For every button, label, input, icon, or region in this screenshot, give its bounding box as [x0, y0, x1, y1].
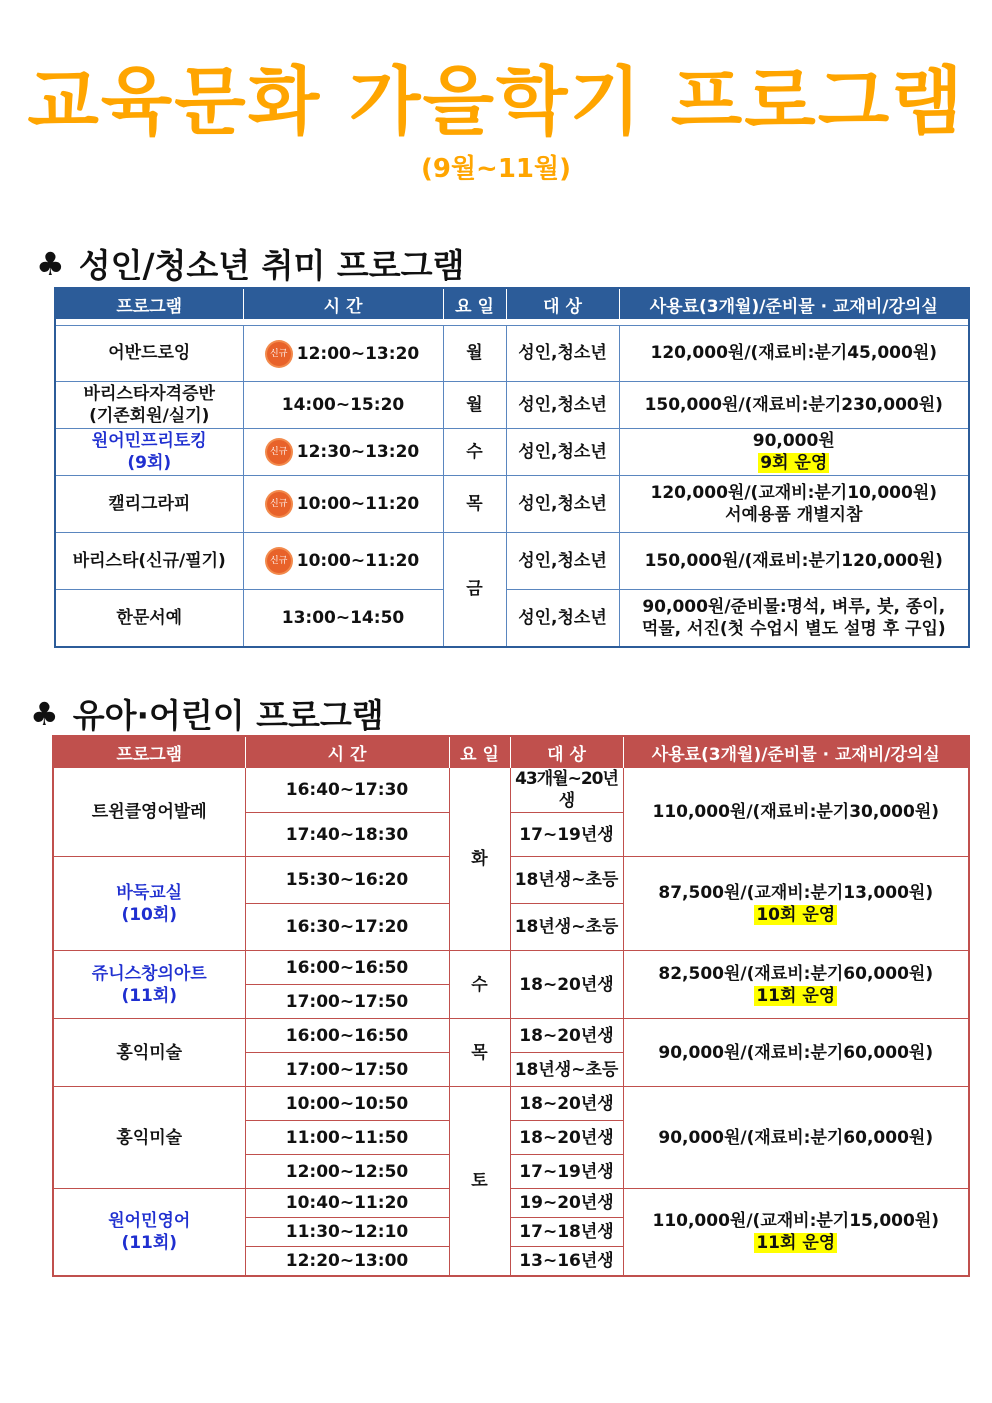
day-cell: 목: [443, 476, 506, 533]
sessions-note: 11회 운영: [756, 985, 836, 1006]
target-cell: 18년생~초등: [510, 904, 623, 951]
table-row: [53, 951, 969, 985]
time-cell: [243, 533, 443, 590]
time-cell: 17:00~17:50: [245, 985, 449, 1019]
fee-cell: 110,000원/(재료비:분기30,000원): [623, 768, 969, 857]
target-cell: 18년생~초등: [510, 857, 623, 904]
table-row: [55, 326, 969, 382]
program-name: [53, 1189, 245, 1276]
table-row: [53, 857, 969, 904]
time-text: 12:00~13:20: [296, 343, 420, 364]
target-cell: 성인,청소년: [506, 533, 619, 590]
program-name: [53, 857, 245, 951]
day-cell: 월: [443, 382, 506, 429]
kids-program-table: [52, 735, 970, 1277]
target-cell: 18~20년생: [510, 951, 623, 1019]
fee-cell: 150,000원/(재료비:분기230,000원): [619, 382, 969, 429]
fee-cell: [619, 476, 969, 533]
program-name-line1: 쥬니스창의아트: [91, 963, 207, 984]
fee-cell: 120,000원/(재료비:분기45,000원): [619, 326, 969, 382]
time-cell: 11:30~12:10: [245, 1218, 449, 1247]
program-name: 어반드로잉: [55, 326, 243, 382]
table-row: [53, 1087, 969, 1121]
day-cell: 월: [443, 326, 506, 382]
table-row: [55, 590, 969, 647]
time-cell: 16:00~16:50: [245, 951, 449, 985]
table-header-row: [55, 288, 969, 319]
day-cell: 화: [449, 768, 510, 951]
kids-heading-text: 유아·어린이 프로그램: [72, 696, 384, 735]
fee-line1: 82,500원/(재료비:분기60,000원): [658, 963, 934, 984]
fee-cell: [623, 951, 969, 1019]
fee-cell: [619, 429, 969, 476]
program-name: 한문서예: [55, 590, 243, 647]
program-name-line2: (11회): [121, 1232, 178, 1253]
time-cell: 14:00~15:20: [243, 382, 443, 429]
table-row: [53, 1189, 969, 1218]
sessions-note: 10회 운영: [756, 904, 836, 925]
table-row: [55, 429, 969, 476]
target-cell: 성인,청소년: [506, 429, 619, 476]
time-cell: [243, 476, 443, 533]
fee-line1: 110,000원/(교재비:분기15,000원): [652, 1210, 940, 1231]
sessions-note: 9회 운영: [760, 453, 828, 473]
page-subtitle: (9월~11월): [420, 154, 572, 184]
col-header-target: 대 상: [510, 736, 623, 768]
target-cell: 18년생~초등: [510, 1053, 623, 1087]
fee-cell: 90,000원/(재료비:분기60,000원): [623, 1019, 969, 1087]
day-cell: 토: [449, 1087, 510, 1276]
target-cell: 43개월~20년생: [510, 768, 623, 813]
program-name-line1: 원어민영어: [108, 1210, 191, 1231]
time-text: 10:00~11:20: [296, 494, 420, 514]
fee-line1: 87,500원/(교재비:분기13,000원): [658, 882, 934, 903]
col-header-program: 프로그램: [53, 736, 245, 768]
target-cell: 19~20년생: [510, 1189, 623, 1218]
time-text: 10:00~11:20: [296, 551, 420, 571]
program-name: 홍익미술: [53, 1087, 245, 1189]
target-cell: 성인,청소년: [506, 326, 619, 382]
time-cell: [243, 429, 443, 476]
program-name: 트윈클영어발레: [53, 768, 245, 857]
time-cell: 10:40~11:20: [245, 1189, 449, 1218]
new-badge-icon: 신규: [267, 342, 291, 366]
time-cell: [243, 326, 443, 382]
day-cell: 수: [443, 429, 506, 476]
club-suit-icon: ♣: [36, 244, 65, 283]
program-name-line2: (11회): [121, 985, 178, 1006]
kids-section-heading: [30, 690, 384, 737]
program-name-line2: (10회): [121, 904, 178, 925]
program-name: 캘리그라피: [55, 476, 243, 533]
program-name-line2: (기존회원/실기): [89, 406, 210, 426]
time-cell: 13:00~14:50: [243, 590, 443, 647]
table-row: [55, 533, 969, 590]
program-name: [53, 951, 245, 1019]
program-name-line1: 바둑교실: [116, 882, 183, 903]
col-header-time: 시 간: [245, 736, 449, 768]
time-cell: 17:40~18:30: [245, 813, 449, 857]
target-cell: 17~19년생: [510, 813, 623, 857]
fee-cell: [623, 1189, 969, 1276]
target-cell: 13~16년생: [510, 1247, 623, 1276]
time-cell: 12:20~13:00: [245, 1247, 449, 1276]
col-header-fee: 사용료(3개월)/준비물 · 교재비/강의실: [619, 288, 969, 319]
table-row: [53, 768, 969, 813]
day-cell: 목: [449, 1019, 510, 1087]
target-cell: 18~20년생: [510, 1121, 623, 1155]
table-row: [53, 1019, 969, 1053]
club-suit-icon: ♣: [30, 694, 59, 733]
fee-line1: 120,000원/(교재비:분기10,000원): [650, 482, 938, 503]
adult-section-heading: [36, 240, 464, 287]
time-cell: 15:30~16:20: [245, 857, 449, 904]
time-cell: 11:00~11:50: [245, 1121, 449, 1155]
sessions-note: 11회 운영: [756, 1232, 836, 1253]
new-badge-icon: 신규: [267, 549, 291, 573]
day-cell: 금: [443, 533, 506, 647]
fee-line1: 90,000원/준비물:명석, 벼루, 붓, 종이,: [642, 596, 946, 617]
time-cell: 17:00~17:50: [245, 1053, 449, 1087]
adult-program-table: [54, 287, 970, 648]
day-cell: 수: [449, 951, 510, 1019]
fee-cell: 150,000원/(재료비:분기120,000원): [619, 533, 969, 590]
table-header-row: [53, 736, 969, 768]
adult-heading-text: 성인/청소년 취미 프로그램: [78, 246, 465, 285]
table-row: [55, 382, 969, 429]
program-name-line1: 바리스타자격증반: [83, 383, 215, 404]
fee-cell: [619, 590, 969, 647]
program-name: 바리스타(신규/필기): [55, 533, 243, 590]
table-row: [55, 476, 969, 533]
time-cell: 10:00~10:50: [245, 1087, 449, 1121]
col-header-time: 시 간: [243, 288, 443, 319]
time-text: 12:30~13:20: [296, 442, 420, 462]
program-name-line2: (9회): [127, 453, 172, 473]
time-cell: 12:00~12:50: [245, 1155, 449, 1189]
new-badge-icon: 신규: [267, 440, 291, 464]
target-cell: 18~20년생: [510, 1087, 623, 1121]
new-badge-icon: 신규: [267, 492, 291, 516]
time-cell: 16:40~17:30: [245, 768, 449, 813]
time-cell: 16:30~17:20: [245, 904, 449, 951]
target-cell: 17~18년생: [510, 1218, 623, 1247]
col-header-day: 요 일: [449, 736, 510, 768]
page-title: 교육문화 가을학기 프로그램: [27, 59, 965, 145]
col-header-program: 프로그램: [55, 288, 243, 319]
target-cell: 17~19년생: [510, 1155, 623, 1189]
target-cell: 성인,청소년: [506, 382, 619, 429]
col-header-target: 대 상: [506, 288, 619, 319]
program-name: [55, 429, 243, 476]
fee-cell: [623, 857, 969, 951]
time-cell: 16:00~16:50: [245, 1019, 449, 1053]
fee-line1: 90,000원: [752, 430, 835, 451]
fee-line2: 서예용품 개별지참: [725, 505, 863, 525]
program-name: [55, 382, 243, 429]
program-name: 홍익미술: [53, 1019, 245, 1087]
target-cell: 성인,청소년: [506, 590, 619, 647]
fee-cell: 90,000원/(재료비:분기60,000원): [623, 1087, 969, 1189]
fee-line2: 먹물, 서진(첫 수업시 별도 설명 후 구입): [641, 618, 946, 639]
program-name-line1: 원어민프리토킹: [91, 430, 207, 451]
col-header-day: 요 일: [443, 288, 506, 319]
target-cell: 성인,청소년: [506, 476, 619, 533]
target-cell: 18~20년생: [510, 1019, 623, 1053]
col-header-fee: 사용료(3개월)/준비물 · 교재비/강의실: [623, 736, 969, 768]
